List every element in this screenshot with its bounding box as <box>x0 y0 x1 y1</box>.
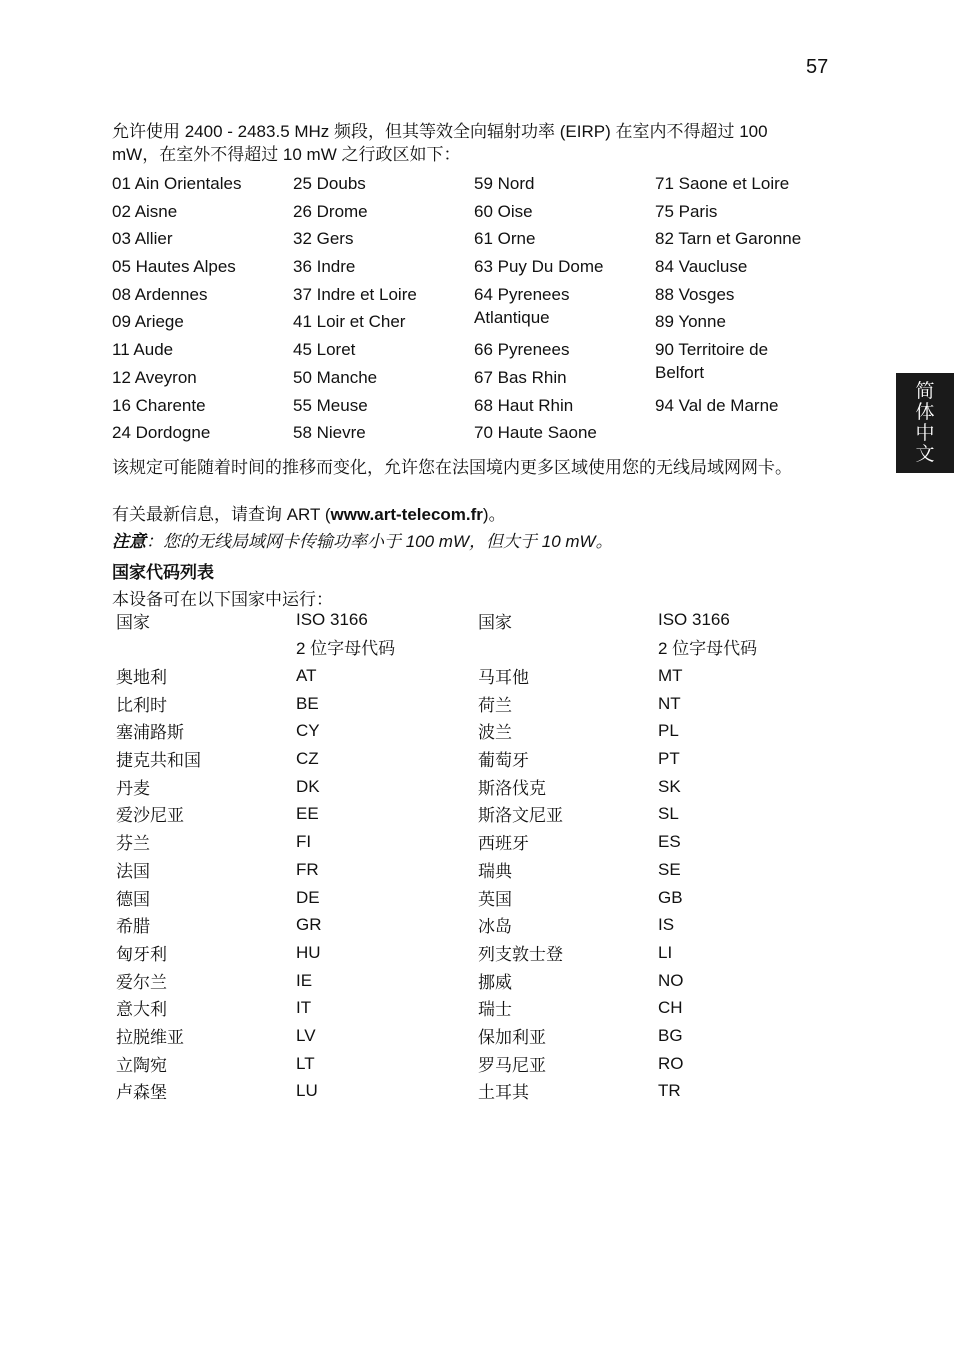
country-name: 土耳其 <box>478 1083 529 1103</box>
country-name: 法国 <box>116 861 150 881</box>
country-code: PL <box>658 721 679 741</box>
language-side-tab <box>896 373 954 473</box>
department-item: 50 Manche <box>293 367 378 387</box>
country-name: 卢森堡 <box>116 1083 167 1103</box>
department-item: 88 Vosges <box>655 284 735 304</box>
country-code: EE <box>296 804 319 824</box>
country-code: SL <box>658 804 679 824</box>
country-name: 挪威 <box>478 972 512 992</box>
country-name: 匈牙利 <box>116 944 167 964</box>
country-code: GR <box>296 915 322 935</box>
note-label: 注意 <box>112 532 146 551</box>
country-code: AT <box>296 666 317 685</box>
department-item: 55 Meuse <box>293 395 368 415</box>
department-column-2 <box>293 172 469 449</box>
country-code: IT <box>296 998 312 1018</box>
page-number: 57 <box>806 56 829 78</box>
country-code: HU <box>296 942 321 962</box>
department-item: 71 Saone et Loire <box>655 174 790 193</box>
country-code: BE <box>296 693 319 713</box>
country-code: LT <box>296 1053 315 1073</box>
department-item: 24 Dordogne <box>112 423 211 443</box>
department-column-4 <box>655 172 825 421</box>
department-item: 58 Nievre <box>293 423 366 443</box>
department-item: 63 Puy Du Dome <box>474 257 604 277</box>
country-name: 冰岛 <box>478 917 512 937</box>
table-header-country-left: 国家 <box>116 613 150 632</box>
department-item: 25 Doubs <box>293 174 366 193</box>
country-code: DK <box>296 776 320 796</box>
department-item: 84 Vaucluse <box>655 257 748 277</box>
country-name: 德国 <box>116 889 150 909</box>
department-item: 67 Bas Rhin <box>474 367 567 387</box>
country-code: NT <box>658 693 681 713</box>
country-code: FR <box>296 859 319 879</box>
department-item: 59 Nord <box>474 174 535 193</box>
country-codes-right <box>658 664 684 1107</box>
department-item: 02 Aisne <box>112 201 178 221</box>
country-name: 塞浦路斯 <box>116 723 184 743</box>
latest-info-paragraph <box>112 503 802 526</box>
side-tab-char: 中 <box>915 423 935 444</box>
table-header-country-right: 国家 <box>478 613 512 632</box>
header-code-line2: 2 位字母代码 <box>296 639 396 658</box>
department-item: 94 Val de Marne <box>655 395 779 415</box>
country-name: 奥地利 <box>116 668 167 687</box>
department-item: 32 Gers <box>293 229 354 249</box>
country-name: 爱沙尼亚 <box>116 806 184 826</box>
country-code: SE <box>658 859 681 879</box>
country-name: 列支敦士登 <box>478 944 563 964</box>
country-code: PT <box>658 749 680 769</box>
header-code-line2: 2 位字母代码 <box>658 639 758 658</box>
country-code: SK <box>658 776 681 796</box>
department-item: 61 Orne <box>474 229 536 249</box>
country-name: 拉脱维亚 <box>116 1027 184 1047</box>
country-name: 保加利亚 <box>478 1027 546 1047</box>
note-paragraph <box>112 530 802 553</box>
department-item: 82 Tarn et Garonne <box>655 229 802 249</box>
country-name: 罗马尼亚 <box>478 1055 546 1075</box>
header-code-line1: ISO 3166 <box>296 610 368 629</box>
department-item: 05 Hautes Alpes <box>112 257 236 277</box>
department-item: 64 Pyrenees Atlantique <box>474 284 570 327</box>
country-code: BG <box>658 1025 683 1045</box>
country-code: GB <box>658 887 683 907</box>
country-names-right <box>478 666 563 1109</box>
country-name: 英国 <box>478 889 512 909</box>
country-code: CH <box>658 998 683 1018</box>
department-item: 37 Indre et Loire <box>293 284 417 304</box>
country-intro: 本设备可在以下国家中运行： <box>112 590 333 609</box>
department-item: 12 Aveyron <box>112 367 197 387</box>
department-item: 41 Loir et Cher <box>293 312 406 332</box>
country-name: 西班牙 <box>478 834 529 854</box>
art-telecom-link[interactable]: www.art-telecom.fr <box>330 505 483 524</box>
latest-info-suffix: )。 <box>482 505 506 524</box>
department-item: 60 Oise <box>474 201 533 221</box>
side-tab-char: 体 <box>915 402 935 423</box>
department-item: 90 Territoire de Belfort <box>655 340 769 383</box>
header-code-line1: ISO 3166 <box>658 610 730 629</box>
country-code: IS <box>658 915 675 935</box>
country-name: 爱尔兰 <box>116 972 167 992</box>
country-code: DE <box>296 887 320 907</box>
country-code: LU <box>296 1081 318 1101</box>
country-names-left <box>116 666 201 1109</box>
country-name: 荷兰 <box>478 695 512 715</box>
latest-info-prefix: 有关最新信息，请查询 ART ( <box>112 505 331 524</box>
country-name: 斯洛伐克 <box>478 778 546 798</box>
department-item: 75 Paris <box>655 201 718 221</box>
country-name: 波兰 <box>478 723 512 743</box>
country-code: CZ <box>296 749 319 769</box>
country-name: 希腊 <box>116 917 150 937</box>
department-item: 08 Ardennes <box>112 284 208 304</box>
note-text: ：您的无线局域网卡传输功率小于 100 mW，但大于 10 mW。 <box>146 532 613 551</box>
side-tab-char: 文 <box>915 444 935 465</box>
country-code: MT <box>658 666 683 685</box>
department-column-3 <box>474 172 624 449</box>
country-code: LI <box>658 942 673 962</box>
department-item: 09 Ariege <box>112 312 184 332</box>
country-code: ES <box>658 832 681 852</box>
department-item: 01 Ain Orientales <box>112 174 242 193</box>
department-item: 26 Drome <box>293 201 368 221</box>
country-code: TR <box>658 1081 681 1101</box>
intro-paragraph: 允许使用 2400 - 2483.5 MHz 频段，但其等效全向辐射功率 (EIRP) 在室内不得超过 100 mW，在室外不得超过 10 mW 之行政区如下： <box>112 122 768 164</box>
country-name: 马耳他 <box>478 668 529 687</box>
department-item: 68 Haut Rhin <box>474 395 574 415</box>
country-name: 捷克共和国 <box>116 751 201 771</box>
country-code: IE <box>296 970 313 990</box>
department-column-1 <box>112 172 288 449</box>
country-code: CY <box>296 721 320 741</box>
country-name: 意大利 <box>116 1000 167 1020</box>
country-name: 比利时 <box>116 695 167 715</box>
rule-change-paragraph: 该规定可能随着时间的推移而变化，允许您在法国境内更多区域使用您的无线局域网网卡。 <box>112 458 792 477</box>
country-name: 丹麦 <box>116 778 150 798</box>
country-name: 瑞士 <box>478 1000 512 1020</box>
table-header-code-left <box>296 605 395 663</box>
table-header-code-right <box>658 605 757 663</box>
country-code: LV <box>296 1025 316 1045</box>
country-code-heading: 国家代码列表 <box>112 563 214 582</box>
country-code: FI <box>296 832 312 852</box>
country-name: 芬兰 <box>116 834 150 854</box>
country-code: NO <box>658 970 684 990</box>
department-item: 11 Aude <box>112 340 174 360</box>
country-code: RO <box>658 1053 684 1073</box>
country-codes-left <box>296 664 322 1107</box>
department-item: 89 Yonne <box>655 312 726 332</box>
department-item: 45 Loret <box>293 340 356 360</box>
department-item: 36 Indre <box>293 257 356 277</box>
side-tab-char: 简 <box>915 381 935 402</box>
department-item: 70 Haute Saone <box>474 423 597 443</box>
department-item: 03 Allier <box>112 229 173 249</box>
country-name: 斯洛文尼亚 <box>478 806 563 826</box>
department-item: 16 Charente <box>112 395 206 415</box>
country-name: 立陶宛 <box>116 1055 167 1075</box>
department-item: 66 Pyrenees <box>474 340 570 360</box>
country-name: 葡萄牙 <box>478 751 529 771</box>
country-name: 瑞典 <box>478 861 512 881</box>
